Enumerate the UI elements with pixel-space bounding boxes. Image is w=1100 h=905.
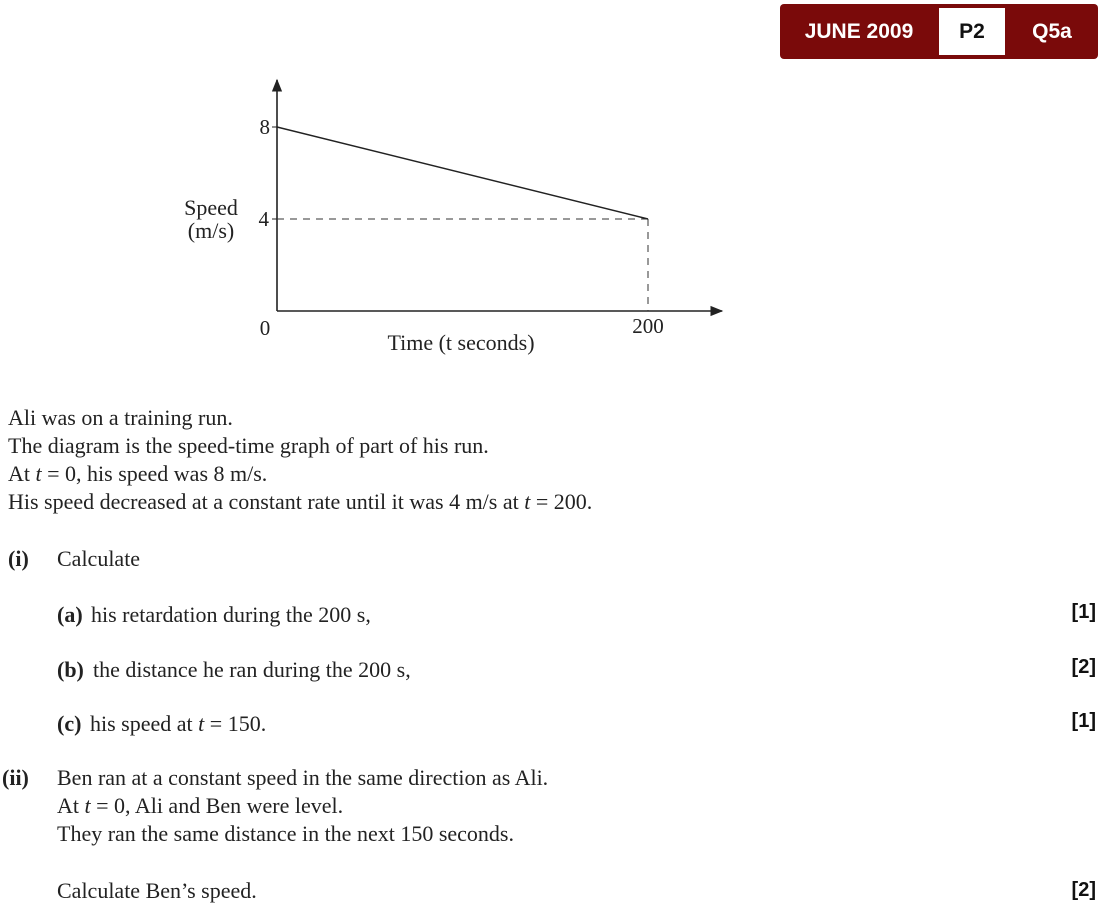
intro-line-3: At t = 0, his speed was 8 m/s. (8, 461, 268, 486)
marks-allocation: [1] (1071, 710, 1096, 732)
y-tick-label-8: 8 (259, 115, 270, 139)
paper-number: P2 (939, 8, 1005, 55)
part-ii-line-1: Ben ran at a constant speed in the same direction as Ali. (57, 765, 549, 790)
sub-question-text: his speed at t = 150. (90, 711, 267, 736)
x-tick-label-200: 200 (632, 314, 664, 338)
speed-line (277, 127, 648, 219)
sub-question-label: (b) (57, 657, 84, 682)
x-tick-label-0: 0 (259, 316, 271, 340)
intro-line-4: His speed decreased at a constant rate until it was 4 m/s at t = 200. (8, 489, 593, 514)
part-ii-label: (ii) (2, 765, 29, 790)
part-i-instruction: Calculate (57, 546, 141, 571)
sub-question-label: (c) (57, 711, 82, 736)
exam-session: JUNE 2009 (804, 19, 914, 43)
sub-question-text: the distance he ran during the 200 s, (93, 657, 411, 682)
marks-allocation: [2] (1071, 656, 1096, 678)
speed-time-graph (0, 0, 1100, 380)
x-axis-label: Time (t seconds) (387, 330, 535, 355)
part-ii-line-3: They ran the same distance in the next 150 seconds. (57, 821, 514, 846)
sub-question-label: (a) (57, 602, 83, 627)
sub-question-text: his retardation during the 200 s, (91, 602, 371, 627)
marks-allocation: [2] (1071, 879, 1096, 901)
question-number: Q5a (1032, 19, 1072, 43)
part-ii-line-2: At t = 0, Ali and Ben were level. (57, 793, 344, 818)
marks-allocation: [1] (1071, 601, 1096, 623)
y-axis-label-line1: Speed (184, 195, 238, 220)
intro-line-1: Ali was on a training run. (8, 405, 233, 430)
y-tick-label-4: 4 (258, 207, 269, 231)
part-ii-question: Calculate Ben’s speed. (57, 878, 257, 903)
y-axis-label-line2: (m/s) (187, 218, 235, 243)
part-i-label: (i) (8, 546, 29, 571)
intro-line-2: The diagram is the speed-time graph of part of his run. (8, 433, 489, 458)
